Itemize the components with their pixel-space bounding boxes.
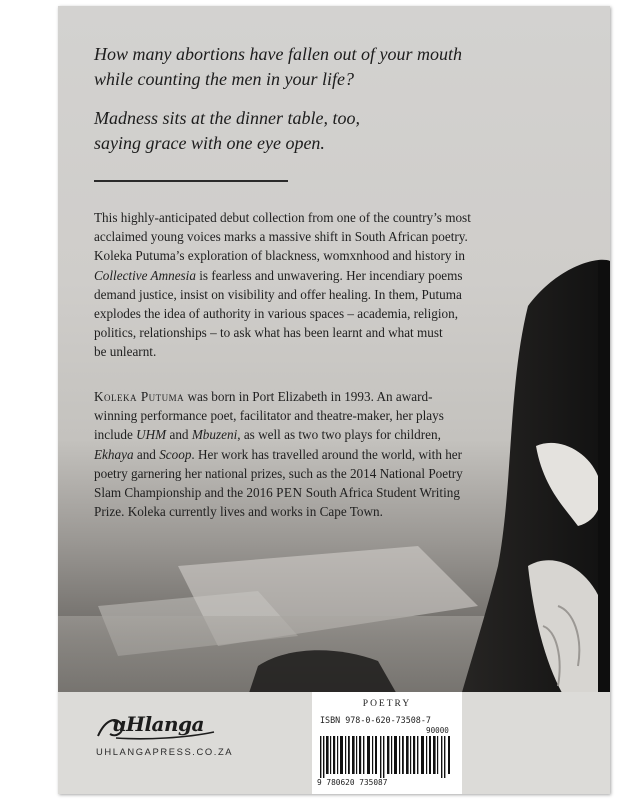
isbn-text: ISBN 978-0-620-73508-7 xyxy=(320,715,431,725)
bio-text: include xyxy=(94,427,137,443)
play-title: Mbuzeni xyxy=(191,427,238,443)
barcode-digits: 9 780620 735087 xyxy=(317,778,388,787)
description-line: explodes the idea of authority in various spaces – academia, religion, xyxy=(94,306,459,322)
description-line: This highly-anticipated debut collection from one of the country’s most xyxy=(94,210,471,225)
barcode-icon xyxy=(320,736,454,778)
play-title: Scoop xyxy=(159,446,192,462)
epigraph-line: saying grace with one eye open. xyxy=(94,133,325,153)
description-line: acclaimed young voices marks a massive shift in South African poetry. xyxy=(94,229,468,245)
bio-text: and xyxy=(133,446,160,462)
divider-rule xyxy=(94,180,288,182)
barcode-panel xyxy=(312,692,462,794)
description-line: politics, relationships – to ask what has been learnt and what must xyxy=(94,325,443,341)
pen-acronym: PEN xyxy=(276,485,303,501)
description-text: is fearless and unwavering. Her incendiary poems xyxy=(195,267,463,283)
bio-text: was born in Port Elizabeth in 1993. An award- xyxy=(184,389,433,404)
category-label: POETRY xyxy=(362,699,412,709)
epigraph-line: How many abortions have fallen out of your mouth xyxy=(94,44,462,64)
book-title: Collective Amnesia xyxy=(94,267,196,283)
bio-text: . Her work has travelled around the world, with her xyxy=(191,446,463,462)
book-back-cover xyxy=(58,6,610,794)
epigraph-line: while counting the men in your life? xyxy=(94,69,354,89)
bio-text: and xyxy=(166,427,192,443)
author-bio xyxy=(94,387,472,521)
publisher-logo xyxy=(96,712,216,740)
book-description xyxy=(94,208,472,362)
bio-line: Prize. Koleka currently lives and works in Cape Town. xyxy=(94,504,383,520)
bio-text: South Africa Student Writing xyxy=(302,485,460,501)
description-line xyxy=(94,266,472,285)
price-code: 90000 xyxy=(426,726,449,735)
bio-line xyxy=(94,445,472,464)
bio-line: winning performance poet, facilitator and theatre-maker, her plays xyxy=(94,408,444,424)
logo-wordmark: uHlanga xyxy=(112,712,204,736)
epigraph-stanza-1 xyxy=(94,42,494,92)
bio-line xyxy=(94,387,472,406)
bio-text: Slam Championship and the 2016 xyxy=(94,485,277,501)
bio-line: poetry garnering her national prizes, such as the 2014 National Poetry xyxy=(94,465,463,481)
publisher-band xyxy=(58,692,610,794)
epigraph-line: Madness sits at the dinner table, too, xyxy=(94,108,360,128)
description-line: Koleka Putuma’s exploration of blackness, womxnhood and history in xyxy=(94,248,466,264)
play-title: UHM xyxy=(136,427,167,443)
description-line: be unlearnt. xyxy=(94,344,157,360)
play-title: Ekhaya xyxy=(94,446,134,462)
bio-text: , as well as two two plays for children, xyxy=(237,427,441,443)
bio-line xyxy=(94,425,472,444)
author-name: Koleka Putuma xyxy=(94,389,185,404)
bio-line xyxy=(94,483,472,502)
epigraph-stanza-2 xyxy=(94,106,494,156)
publisher-website: UHLANGAPRESS.CO.ZA xyxy=(96,746,234,757)
description-line: demand justice, insist on visibility and offer healing. In them, Putuma xyxy=(94,286,462,302)
